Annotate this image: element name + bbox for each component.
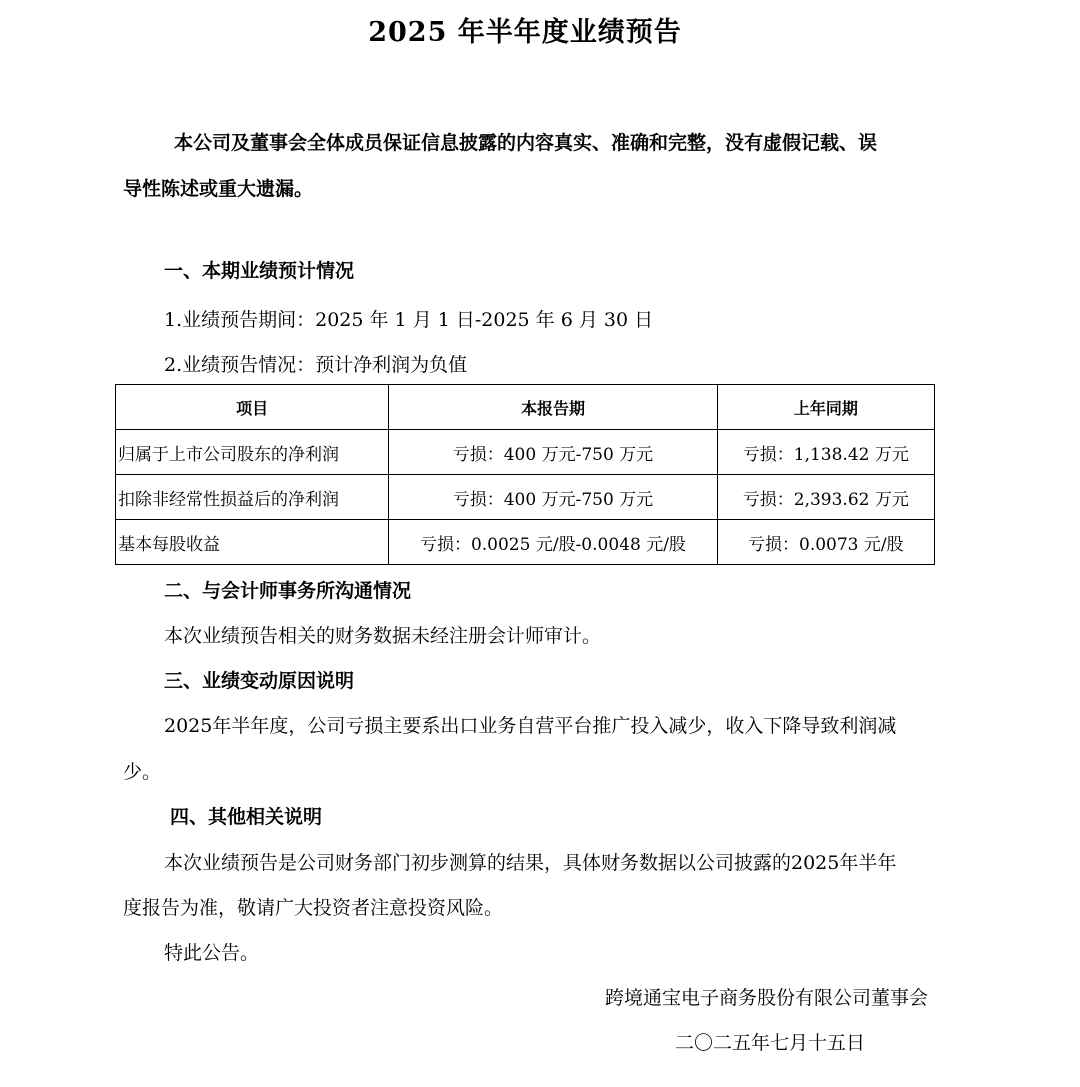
section2-text: 本次业绩预告相关的财务数据未经注册会计师审计。 <box>164 625 602 647</box>
table-cell: 亏损：0.0073 元/股 <box>717 520 934 565</box>
table-header-cell: 上年同期 <box>717 385 934 430</box>
closing-text: 特此公告。 <box>164 942 260 964</box>
table-cell: 扣除非经常性损益后的净利润 <box>116 475 389 520</box>
section4-text-line-1: 本次业绩预告是公司财务部门初步测算的结果，具体财务数据以公司披露的2025年半年 <box>164 852 897 874</box>
table-row <box>116 430 935 475</box>
table-row <box>116 520 935 565</box>
section4-heading: 四、其他相关说明 <box>170 806 323 828</box>
section1-heading: 一、本期业绩预计情况 <box>164 260 355 282</box>
table-cell: 亏损：1,138.42 万元 <box>717 430 934 475</box>
document-title: 2025 年半年度业绩预告 <box>368 17 682 48</box>
performance-table <box>115 384 935 565</box>
statement-line-2: 导性陈述或重大遗漏。 <box>123 178 314 200</box>
table-cell: 亏损：400 万元-750 万元 <box>389 430 717 475</box>
table-cell: 亏损：0.0025 元/股-0.0048 元/股 <box>389 520 717 565</box>
section3-heading: 三、业绩变动原因说明 <box>164 670 355 692</box>
section4-text-line-2: 度报告为准，敬请广大投资者注意投资风险。 <box>123 897 504 919</box>
table-row <box>116 475 935 520</box>
section3-text-line-2: 少。 <box>123 761 162 783</box>
table-header-cell: 项目 <box>116 385 389 430</box>
date: 二〇二五年七月十五日 <box>674 1032 865 1054</box>
table-header-row <box>116 385 935 430</box>
table-header-cell: 本报告期 <box>389 385 717 430</box>
section3-text-line-1: 2025年半年度，公司亏损主要系出口业务自营平台推广投入减少，收入下降导致利润减 <box>164 715 897 737</box>
section1-item2: 2.业绩预告情况：预计净利润为负值 <box>164 354 468 376</box>
table-cell: 亏损：2,393.62 万元 <box>717 475 934 520</box>
statement-line-1: 本公司及董事会全体成员保证信息披露的内容真实、准确和完整，没有虚假记载、误 <box>174 132 878 154</box>
table-cell: 归属于上市公司股东的净利润 <box>116 430 389 475</box>
signature: 跨境通宝电子商务股份有限公司董事会 <box>604 987 928 1009</box>
table-cell: 亏损：400 万元-750 万元 <box>389 475 717 520</box>
section2-heading: 二、与会计师事务所沟通情况 <box>164 580 412 602</box>
table-cell: 基本每股收益 <box>116 520 389 565</box>
section1-item1: 1.业绩预告期间：2025 年 1 月 1 日-2025 年 6 月 30 日 <box>164 309 654 331</box>
